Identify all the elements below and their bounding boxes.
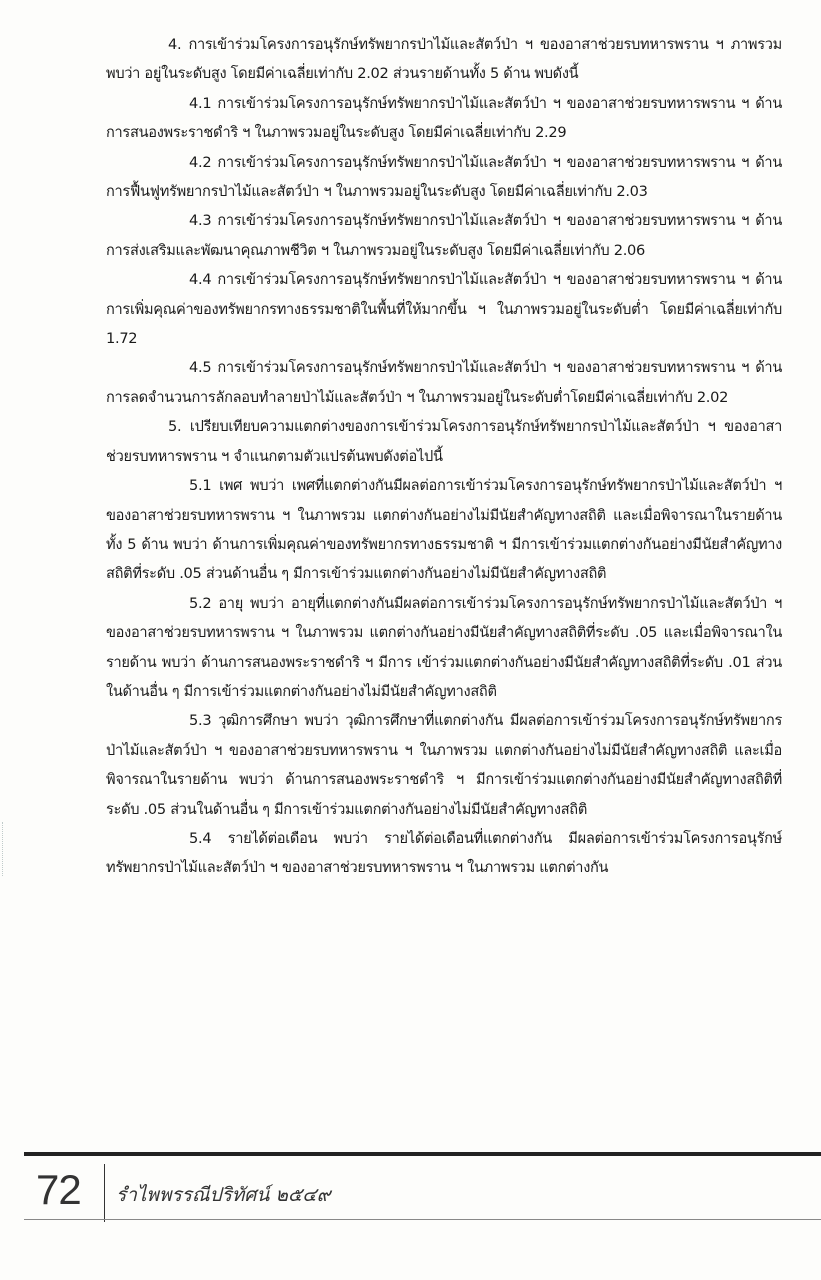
footer-rule-thick [24, 1152, 821, 1156]
paragraph-item-4-2: 4.2 การเข้าร่วมโครงการอนุรักษ์ทรัพยากรป่าไม้และสัตว์ป่า ฯ ของอาสาช่วยรบทหารพราน ฯ ด้านการฟื้นฟูทรัพยากรป่าไม้และสัตว์ป่า ฯ ในภาพรวมอยู่ในระดับสูง โดยมีค่าเฉลี่ยเท่ากับ 2.03 [106, 153, 782, 201]
paragraph-item-4-4: 4.4 การเข้าร่วมโครงการอนุรักษ์ทรัพยากรป่าไม้และสัตว์ป่า ฯ ของอาสาช่วยรบทหารพราน ฯ ด้านการเพิ่มคุณค่าของทรัพยากรทางธรรมชาติในพื้นที่ให้มากขึ้น ฯ ในภาพรวมอยู่ในระดับต่ำ โดยมีค่าเฉลี่ยเท่ากับ 1.72 [106, 271, 782, 348]
paragraph-item-4-1: 4.1 การเข้าร่วมโครงการอนุรักษ์ทรัพยากรป่าไม้และสัตว์ป่า ฯ ของอาสาช่วยรบทหารพราน ฯ ด้านการสนองพระราชดำริ ฯ ในภาพรวมอยู่ในระดับสูง โดยมีค่าเฉลี่ยเท่ากับ 2.29 [106, 94, 782, 142]
footer-rule-thin [24, 1219, 821, 1220]
page-number: 72 [36, 1166, 81, 1213]
paragraph-section-5: 5. เปรียบเทียบความแตกต่างของการเข้าร่วมโครงการอนุรักษ์ทรัพยากรป่าไม้และสัตว์ป่า ฯ ของอาสาช่วยรบทหารพราน ฯ จำแนกตามตัวแปรต้นพบดังต่อไปนี้ [106, 418, 782, 465]
paragraph-item-4-3: 4.3 การเข้าร่วมโครงการอนุรักษ์ทรัพยากรป่าไม้และสัตว์ป่า ฯ ของอาสาช่วยรบทหารพราน ฯ ด้านการส่งเสริมและพัฒนาคุณภาพชีวิต ฯ ในภาพรวมอยู่ในระดับสูง โดยมีค่าเฉลี่ยเท่ากับ 2.06 [106, 212, 782, 259]
page-body [106, 30, 782, 883]
running-title: รำไพพรรณีปริทัศน์ ๒๕๔๙ [116, 1184, 331, 1206]
scan-margin-mark [2, 822, 11, 876]
paragraph-item-5-3: 5.3 วุฒิการศึกษา พบว่า วุฒิการศึกษาที่แตกต่างกัน มีผลต่อการเข้าร่วมโครงการอนุรักษ์ทรัพยากรป่าไม้และสัตว์ป่า ฯ ของอาสาช่วยรบทหารพราน ฯ ในภาพรวม แตกต่างกันอย่างไม่มีนัยสำคัญทางสถิติ และเมื่อพิจารณาในรายด้าน พบว่า ด้านการสนองพระราชดำริ ฯ มีการเข้าร่วมแตกต่างกันอย่างมีนัยสำคัญทางสถิติที่ระดับ .05 ส่วนในด้านอื่น ๆ มีการเข้าร่วมแตกต่างกันอย่างไม่มีนัยสำคัญทางสถิติ [106, 712, 782, 818]
footer-separator [104, 1164, 105, 1222]
paragraph-item-5-4: 5.4 รายได้ต่อเดือน พบว่า รายได้ต่อเดือนที่แตกต่างกัน มีผลต่อการเข้าร่วมโครงการอนุรักษ์ทรัพยากรป่าไม้และสัตว์ป่า ฯ ของอาสาช่วยรบทหารพราน ฯ ในภาพรวม แตกต่างกัน [106, 829, 782, 877]
paragraph-item-4-5: 4.5 การเข้าร่วมโครงการอนุรักษ์ทรัพยากรป่าไม้และสัตว์ป่า ฯ ของอาสาช่วยรบทหารพราน ฯ ด้านการลดจำนวนการลักลอบทำลายป่าไม้และสัตว์ป่า ฯ ในภาพรวมอยู่ในระดับต่ำโดยมีค่าเฉลี่ยเท่ากับ 2.02 [106, 359, 782, 406]
paragraph-section-4: 4. การเข้าร่วมโครงการอนุรักษ์ทรัพยากรป่าไม้และสัตว์ป่า ฯ ของอาสาช่วยรบทหารพราน ฯ ภาพรวม พบว่า อยู่ในระดับสูง โดยมีค่าเฉลี่ยเท่ากับ 2.02 ส่วนรายด้านทั้ง 5 ด้าน พบดังนี้ [106, 36, 782, 83]
paragraph-item-5-2: 5.2 อายุ พบว่า อายุที่แตกต่างกันมีผลต่อการเข้าร่วมโครงการอนุรักษ์ทรัพยากรป่าไม้และสัตว์ป่า ฯ ของอาสาช่วยรบทหารพราน ฯ ในภาพรวม แตกต่างกันอย่างมีนัยสำคัญทางสถิติที่ระดับ .05 และเมื่อพิจารณาในรายด้าน พบว่า ด้านการสนองพระราชดำริ ฯ มีการ เข้าร่วมแตกต่างกันอย่างมีนัยสำคัญทางสถิติที่ระดับ .01 ส่วนในด้านอื่น ๆ มีการเข้าร่วมแตกต่างกันอย่างไม่มีนัยสำคัญทางสถิติ [106, 594, 782, 700]
paragraph-item-5-1: 5.1 เพศ พบว่า เพศที่แตกต่างกันมีผลต่อการเข้าร่วมโครงการอนุรักษ์ทรัพยากรป่าไม้และสัตว์ป่า ฯ ของอาสาช่วยรบทหารพราน ฯ ในภาพรวม แตกต่างกันอย่างไม่มีนัยสำคัญทางสถิติ และเมื่อพิจารณาในรายด้านทั้ง 5 ด้าน พบว่า ด้านการเพิ่มคุณค่าของทรัพยากรทางธรรมชาติ ฯ มีการเข้าร่วมแตกต่างกันอย่างมีนัยสำคัญทางสถิติที่ระดับ .05 ส่วนด้านอื่น ๆ มีการเข้าร่วมแตกต่างกันอย่างไม่มีนัยสำคัญทางสถิติ [106, 477, 782, 583]
